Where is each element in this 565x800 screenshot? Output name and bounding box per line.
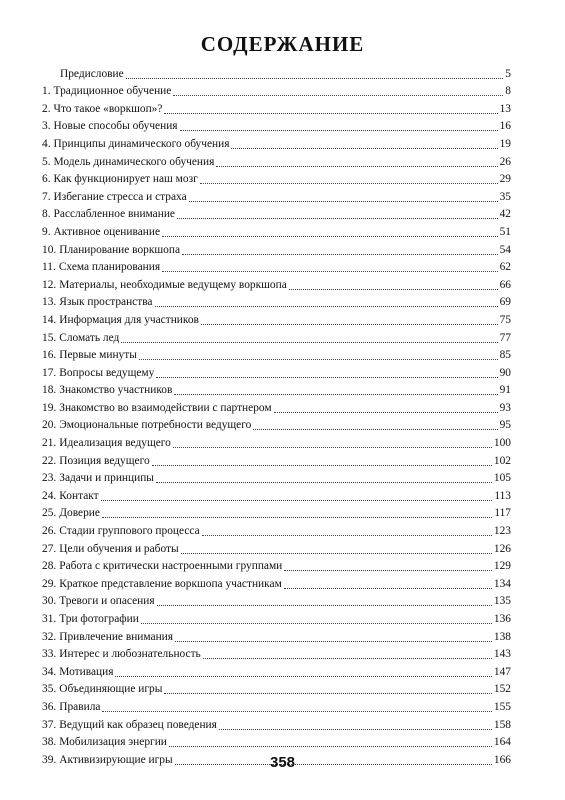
- toc-entry-title: Сломать лед: [59, 331, 120, 344]
- toc-entry-title: Расслабленное внимание: [53, 208, 175, 221]
- toc-entry-title: Первые минуты: [59, 349, 137, 362]
- toc-entry-title: Стадии группового процесса: [59, 525, 200, 538]
- toc-entry-page: 8: [505, 85, 511, 98]
- dot-leader: [189, 200, 498, 202]
- toc-entry-number: 21.: [42, 437, 57, 450]
- toc-entry-title: Позиция ведущего: [59, 454, 150, 467]
- toc-entry-title: Задачи и принципы: [59, 472, 154, 485]
- dot-leader: [175, 640, 492, 642]
- toc-entry-page: 66: [499, 278, 511, 291]
- toc-entry-page: 113: [494, 489, 511, 502]
- toc-entry-title: Планирование воркшопа: [59, 243, 181, 256]
- toc-entry-title: Схема планирования: [58, 261, 161, 274]
- dot-leader: [152, 464, 492, 466]
- toc-entry-title: Материалы, необходимые ведущему воркшопа: [59, 278, 287, 291]
- toc-entry: [42, 345, 511, 363]
- toc-entry-page: 91: [499, 384, 511, 397]
- toc-entry-page: 143: [493, 648, 511, 661]
- toc-entry-page: 158: [493, 718, 511, 731]
- toc-entry-title: Активное оценивание: [53, 225, 161, 238]
- toc-entry-page: 51: [499, 225, 511, 238]
- toc-entry-title: Знакомство во взаимодействии с партнером: [59, 401, 272, 414]
- toc-entry-title: Предисловие: [60, 67, 124, 80]
- toc-entry-number: 23.: [42, 472, 57, 485]
- toc-entry-title: Идеализация ведущего: [59, 437, 171, 450]
- toc-entry-number: 18.: [42, 384, 57, 397]
- dot-leader: [121, 341, 497, 343]
- toc-entry: [42, 450, 511, 468]
- toc-entry-number: 25.: [42, 507, 57, 520]
- dot-leader: [203, 657, 492, 659]
- dot-leader: [102, 516, 492, 518]
- toc-entry-number: 1.: [42, 85, 51, 98]
- dot-leader: [101, 499, 493, 501]
- toc-entry: [42, 169, 511, 187]
- toc-entry-title: Привлечение внимания: [59, 630, 174, 643]
- toc-entry-number: 27.: [42, 542, 57, 555]
- toc-entry-number: 28.: [42, 560, 57, 573]
- toc-entry-page: 5: [505, 67, 511, 80]
- toc-entry-number: 10.: [42, 243, 57, 256]
- dot-leader: [201, 323, 498, 325]
- toc-entry: [42, 239, 511, 257]
- toc-entry-page: 123: [493, 525, 511, 538]
- dot-leader: [169, 745, 492, 747]
- toc-entry-number: 30.: [42, 595, 57, 608]
- toc-entry-number: 24.: [42, 489, 57, 502]
- toc-entry-title: Модель динамического обучения: [53, 155, 215, 168]
- toc-entry-number: 3.: [42, 120, 51, 133]
- toc-entry-title: Мобилизация энергии: [59, 736, 167, 749]
- dot-leader: [202, 534, 492, 536]
- toc-entry: [42, 591, 511, 609]
- dot-leader: [177, 217, 498, 219]
- toc-entry-title: Доверие: [59, 507, 100, 520]
- toc-entry: [42, 274, 511, 292]
- toc-entry-page: 105: [493, 472, 511, 485]
- toc-entry-title: Знакомство участников: [59, 384, 173, 397]
- dot-leader: [162, 235, 498, 237]
- toc-entry-title: Правила: [59, 700, 101, 713]
- toc-entry-number: 8.: [42, 208, 51, 221]
- toc-entry-title: Как функционирует наш мозг: [53, 173, 198, 186]
- toc-entry: [42, 573, 511, 591]
- toc-entry-number: 2.: [42, 102, 51, 115]
- toc-entry: [42, 116, 511, 134]
- toc-entry-number: 4.: [42, 137, 51, 150]
- dot-leader: [173, 94, 503, 96]
- dot-leader: [181, 552, 492, 554]
- page-title: СОДЕРЖАНИЕ: [200, 32, 365, 56]
- toc-entry-page: 54: [499, 243, 511, 256]
- toc-entry: [42, 468, 511, 486]
- toc-entry-number: 34.: [42, 665, 57, 678]
- toc-entry: [42, 696, 511, 714]
- toc-entry-number: 35.: [42, 683, 57, 696]
- toc-entry-title: Язык пространства: [59, 296, 153, 309]
- dot-leader: [216, 165, 497, 167]
- dot-leader: [284, 569, 492, 571]
- toc-entry-number: 38.: [42, 736, 57, 749]
- toc-entry: [42, 626, 511, 644]
- dot-leader: [182, 253, 498, 255]
- toc-entry-number: 5.: [42, 155, 51, 168]
- page-number: 358: [269, 754, 296, 771]
- toc-entry-page: 62: [499, 261, 511, 274]
- dot-leader: [173, 446, 492, 448]
- toc-entry-page: 138: [493, 630, 511, 643]
- toc-entry-page: 117: [494, 507, 511, 520]
- toc-entry-number: 19.: [42, 401, 57, 414]
- toc-entry-page: 129: [493, 560, 511, 573]
- toc-entry-number: 20.: [42, 419, 57, 432]
- dot-leader: [174, 393, 497, 395]
- dot-leader: [180, 129, 498, 131]
- toc-entry-number: 17.: [42, 366, 57, 379]
- toc-entry: [42, 327, 511, 345]
- toc-entry: [42, 186, 511, 204]
- toc-entry: [42, 257, 511, 275]
- toc-entry-page: 93: [499, 401, 511, 414]
- toc-entry-number: 29.: [42, 577, 57, 590]
- toc-entry-page: 164: [493, 736, 511, 749]
- toc-entry: [42, 503, 511, 521]
- toc-entry-page: 152: [493, 683, 511, 696]
- dot-leader: [164, 112, 497, 114]
- toc-entry: [42, 608, 511, 626]
- toc-entry-title: Вопросы ведущему: [59, 366, 155, 379]
- dot-leader: [156, 376, 497, 378]
- toc-entry: [42, 520, 511, 538]
- toc-entry-title: Краткое представление воркшопа участникам: [59, 577, 282, 590]
- dot-leader: [102, 710, 491, 712]
- toc-entry-number: 36.: [42, 700, 57, 713]
- toc-entry-page: 29: [499, 173, 511, 186]
- toc-entry-number: 26.: [42, 525, 57, 538]
- toc-entry-number: 37.: [42, 718, 57, 731]
- dot-leader: [126, 77, 504, 79]
- toc-entry-title: Ведущий как образец поведения: [59, 718, 217, 731]
- dot-leader: [253, 428, 497, 430]
- toc-entry-title: Цели обучения и работы: [59, 542, 179, 555]
- toc-entry: [42, 98, 511, 116]
- toc-entry-page: 85: [499, 349, 511, 362]
- toc-entry-page: 135: [493, 595, 511, 608]
- toc-entry: [42, 732, 511, 750]
- toc-entry-page: 136: [493, 613, 511, 625]
- toc-entry-page: 26: [499, 155, 511, 168]
- toc-entry-page: 77: [499, 331, 511, 344]
- dot-leader: [115, 675, 491, 677]
- toc-entry: [42, 661, 511, 679]
- toc-entry: [42, 485, 511, 503]
- toc-entry-number: 13.: [42, 296, 57, 309]
- toc-entry-title: Три фотографии: [59, 613, 139, 625]
- toc-entry-number: 14.: [42, 313, 57, 326]
- dot-leader: [219, 728, 492, 730]
- toc-entry-page: 90: [499, 366, 511, 379]
- dot-leader: [162, 270, 498, 272]
- dot-leader: [274, 411, 498, 413]
- toc-entry-number: 39.: [42, 753, 57, 766]
- toc-entry: [42, 714, 511, 732]
- toc-entry: [42, 221, 511, 239]
- toc-entry: [42, 380, 511, 398]
- toc-entry-page: 19: [499, 137, 511, 150]
- dot-leader: [289, 288, 498, 290]
- toc-entry-number: 33.: [42, 648, 57, 661]
- toc-entry-number: 22.: [42, 454, 57, 467]
- toc-entry-title: Работа с критически настроенными группами: [59, 560, 283, 573]
- toc-entry: [42, 415, 511, 433]
- dot-leader: [155, 305, 498, 307]
- dot-leader: [164, 692, 492, 694]
- toc-entry: [42, 432, 511, 450]
- toc-entry: [42, 538, 511, 556]
- toc-entry-page: 69: [499, 296, 511, 309]
- toc-entry-number: 9.: [42, 225, 51, 238]
- toc-entry-page: 147: [493, 665, 511, 678]
- toc-entry-title: Эмоциональные потребности ведущего: [59, 419, 252, 432]
- toc-entry-number: 32.: [42, 630, 57, 643]
- dot-leader: [284, 587, 492, 589]
- toc-entry: [42, 679, 511, 697]
- toc-entry-title: Тревоги и опасения: [59, 595, 155, 608]
- toc-entry-page: 126: [493, 542, 511, 555]
- toc-entry-number: 6.: [42, 173, 51, 186]
- toc-entry-page: 102: [493, 454, 511, 467]
- toc-entry: [42, 204, 511, 222]
- toc-entry-page: 155: [493, 700, 511, 713]
- toc-entry-page: 95: [499, 419, 511, 432]
- toc-entry-title: Принципы динамического обучения: [53, 137, 230, 150]
- toc-entry: [42, 556, 511, 574]
- toc-entry-title: Избегание стресса и страха: [53, 190, 187, 203]
- dot-leader: [200, 182, 498, 184]
- toc-entry: [42, 63, 511, 81]
- toc-entry-title: Интерес и любознательность: [59, 648, 201, 661]
- dot-leader: [141, 622, 492, 624]
- dot-leader: [157, 604, 492, 606]
- toc-entry-page: 75: [499, 313, 511, 326]
- toc-entry-page: 100: [493, 437, 511, 450]
- toc-entry-title: Новые способы обучения: [53, 120, 178, 133]
- toc-entry-title: Активизирующие игры: [59, 753, 173, 766]
- dot-leader: [139, 358, 498, 360]
- toc-entry-title: Традиционное обучение: [53, 85, 172, 98]
- toc-entry: [42, 133, 511, 151]
- table-of-contents: [42, 63, 511, 767]
- toc-entry: [42, 309, 511, 327]
- toc-entry-number: 11.: [42, 261, 56, 274]
- dot-leader: [156, 481, 492, 483]
- toc-entry: [42, 362, 511, 380]
- toc-entry-number: 31.: [42, 613, 57, 625]
- toc-entry-page: 42: [499, 208, 511, 221]
- toc-entry-page: 166: [493, 753, 511, 766]
- toc-entry: [42, 292, 511, 310]
- toc-entry-title: Мотивация: [59, 665, 114, 678]
- toc-entry-title: Контакт: [59, 489, 99, 502]
- toc-entry: [42, 81, 511, 99]
- toc-entry-page: 134: [493, 577, 511, 590]
- toc-entry-number: 7.: [42, 190, 51, 203]
- toc-entry-number: 15.: [42, 331, 57, 344]
- toc-entry-title: Информация для участников: [59, 313, 199, 326]
- toc-entry-page: 16: [499, 120, 511, 133]
- dot-leader: [231, 147, 497, 149]
- toc-entry-title: Объединяющие игры: [59, 683, 163, 696]
- toc-entry: [42, 151, 511, 169]
- toc-entry-number: 12.: [42, 278, 57, 291]
- toc-entry-title: Что такое «воркшоп»?: [53, 102, 163, 115]
- toc-entry-number: 16.: [42, 349, 57, 362]
- toc-entry-page: 35: [499, 190, 511, 203]
- toc-entry: [42, 644, 511, 662]
- toc-entry: [42, 397, 511, 415]
- toc-entry-page: 13: [499, 102, 511, 115]
